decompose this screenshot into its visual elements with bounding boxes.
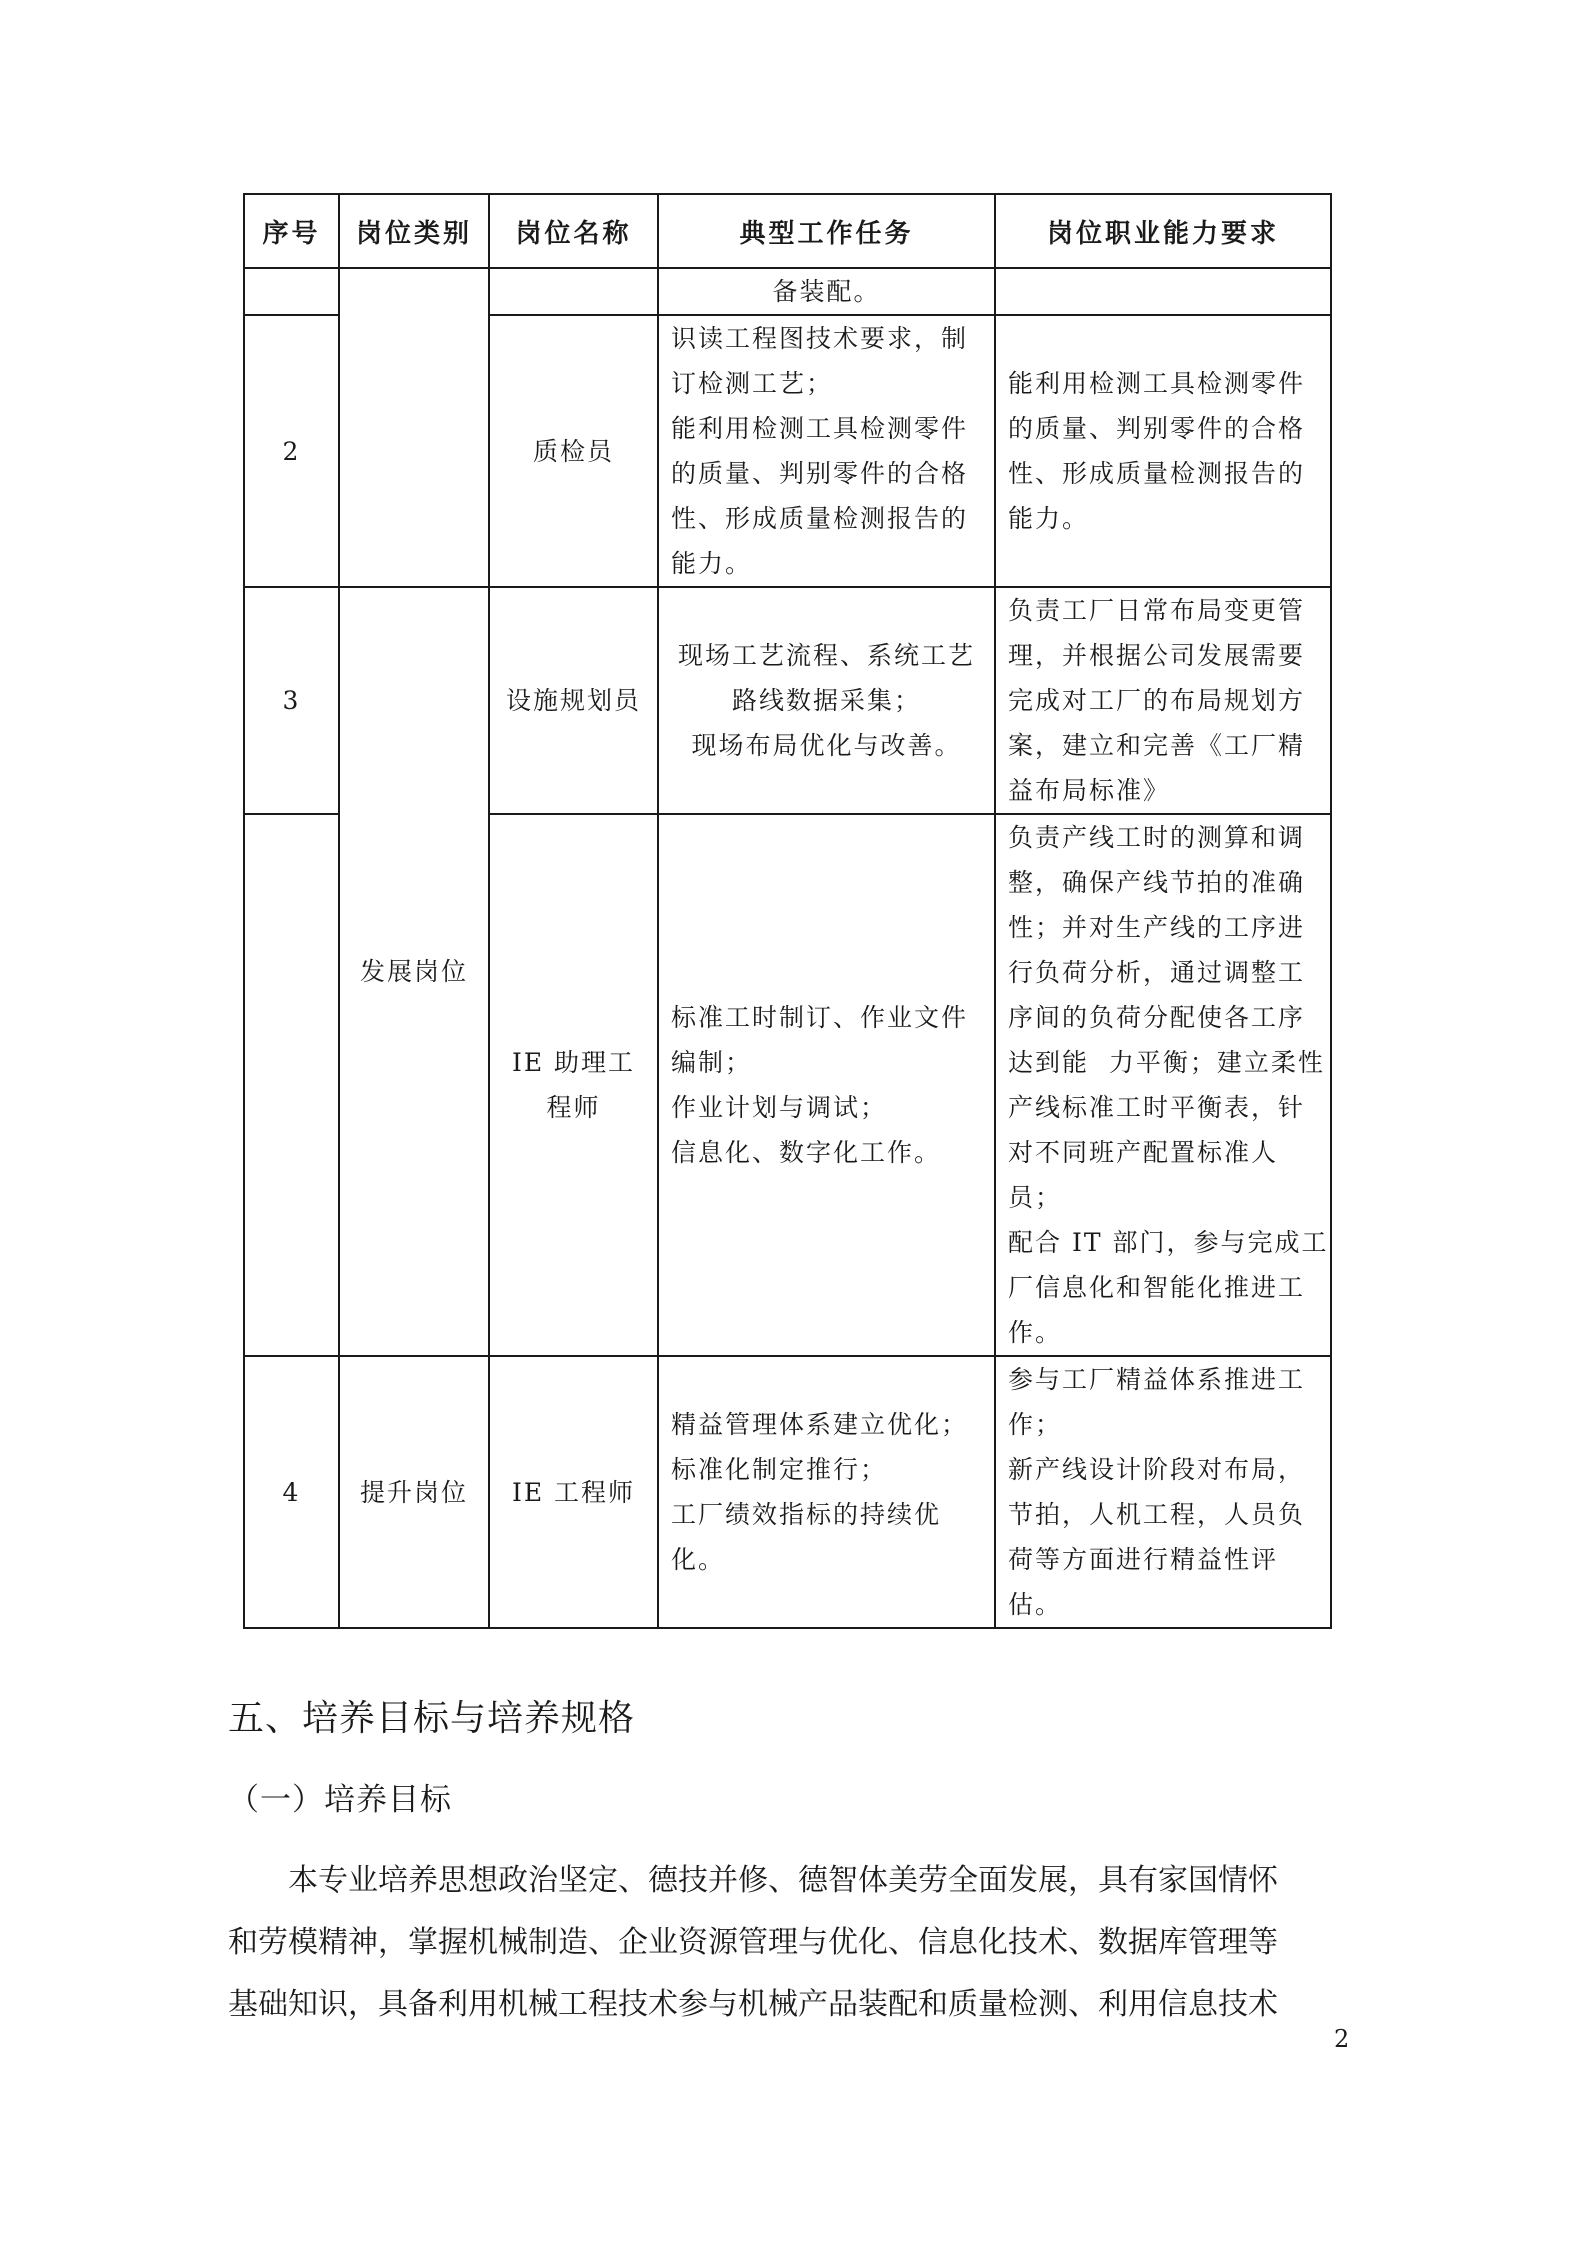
task-cell: 识读工程图技术要求，制 订检测工艺； 能利用检测工具检测零件 的质量、判别零件的合格 性、形成质量检测报告的 能力。 [658, 315, 995, 587]
header-no: 序号 [244, 194, 339, 268]
task-cell: 标准工时制订、作业文件 编制； 作业计划与调试； 信息化、数字化工作。 [658, 814, 995, 1356]
row-number: 2 [244, 315, 339, 587]
section-heading: 五、培养目标与培养规格 [228, 1698, 636, 1739]
header-tasks: 典型工作任务 [658, 194, 995, 268]
page-number: 2 [1334, 2025, 1350, 2053]
table-row-continuation [244, 268, 1331, 315]
position-name: IE 工程师 [489, 1356, 658, 1628]
position-name: IE 助理工 程师 [489, 814, 658, 1356]
row-number: 3 [244, 587, 339, 814]
paragraph-line: 本专业培养思想政治坚定、德技并修、德智体美劳全面发展，具有家国情怀 [288, 1863, 1278, 1898]
requirement-cell: 参与工厂精益体系推进工 作； 新产线设计阶段对布局， 节拍，人机工程，人员负 荷等方面进行精益性评 估。 [995, 1356, 1331, 1628]
requirement-cell: 负责产线工时的测算和调 整，确保产线节拍的准确 性；并对生产线的工序进 行负荷分析，通过调整工 序间的负荷分配使各工序 达到能 力平衡；建立柔性 产线标准工时平衡表，针 对不同班产配置标准人 员； 配合 IT 部门，参与完成工 厂信息化和智能化推进工 作。 [995, 814, 1331, 1356]
header-name: 岗位名称 [489, 194, 658, 268]
row-number [244, 814, 339, 1356]
task-cell: 现场工艺流程、系统工艺 路线数据采集； 现场布局优化与改善。 [658, 587, 995, 814]
body-paragraph [228, 1850, 1338, 2036]
header-category: 岗位类别 [339, 194, 489, 268]
header-requirements: 岗位职业能力要求 [995, 194, 1331, 268]
table-row [244, 1356, 1331, 1628]
paragraph-line: 和劳模精神，掌握机械制造、企业资源管理与优化、信息化技术、数据库管理等 [228, 1925, 1278, 1960]
subsection-heading: （一）培养目标 [228, 1782, 452, 1818]
table-header-row [244, 194, 1331, 268]
position-name: 设施规划员 [489, 587, 658, 814]
table-row [244, 587, 1331, 814]
job-positions-table [243, 193, 1332, 1629]
position-category: 提升岗位 [339, 1356, 489, 1628]
task-cell: 精益管理体系建立优化； 标准化制定推行； 工厂绩效指标的持续优 化。 [658, 1356, 995, 1628]
position-category: 发展岗位 [339, 587, 489, 1356]
requirement-cell: 负责工厂日常布局变更管 理，并根据公司发展需要 完成对工厂的布局规划方 案，建立和完善《工厂精 益布局标准》 [995, 587, 1331, 814]
position-name: 质检员 [489, 315, 658, 587]
paragraph-line: 基础知识，具备利用机械工程技术参与机械产品装配和质量检测、利用信息技术 [228, 1987, 1278, 2022]
task-cell: 备装配。 [658, 268, 995, 315]
row-number: 4 [244, 1356, 339, 1628]
requirement-cell: 能利用检测工具检测零件 的质量、判别零件的合格 性、形成质量检测报告的 能力。 [995, 315, 1331, 587]
